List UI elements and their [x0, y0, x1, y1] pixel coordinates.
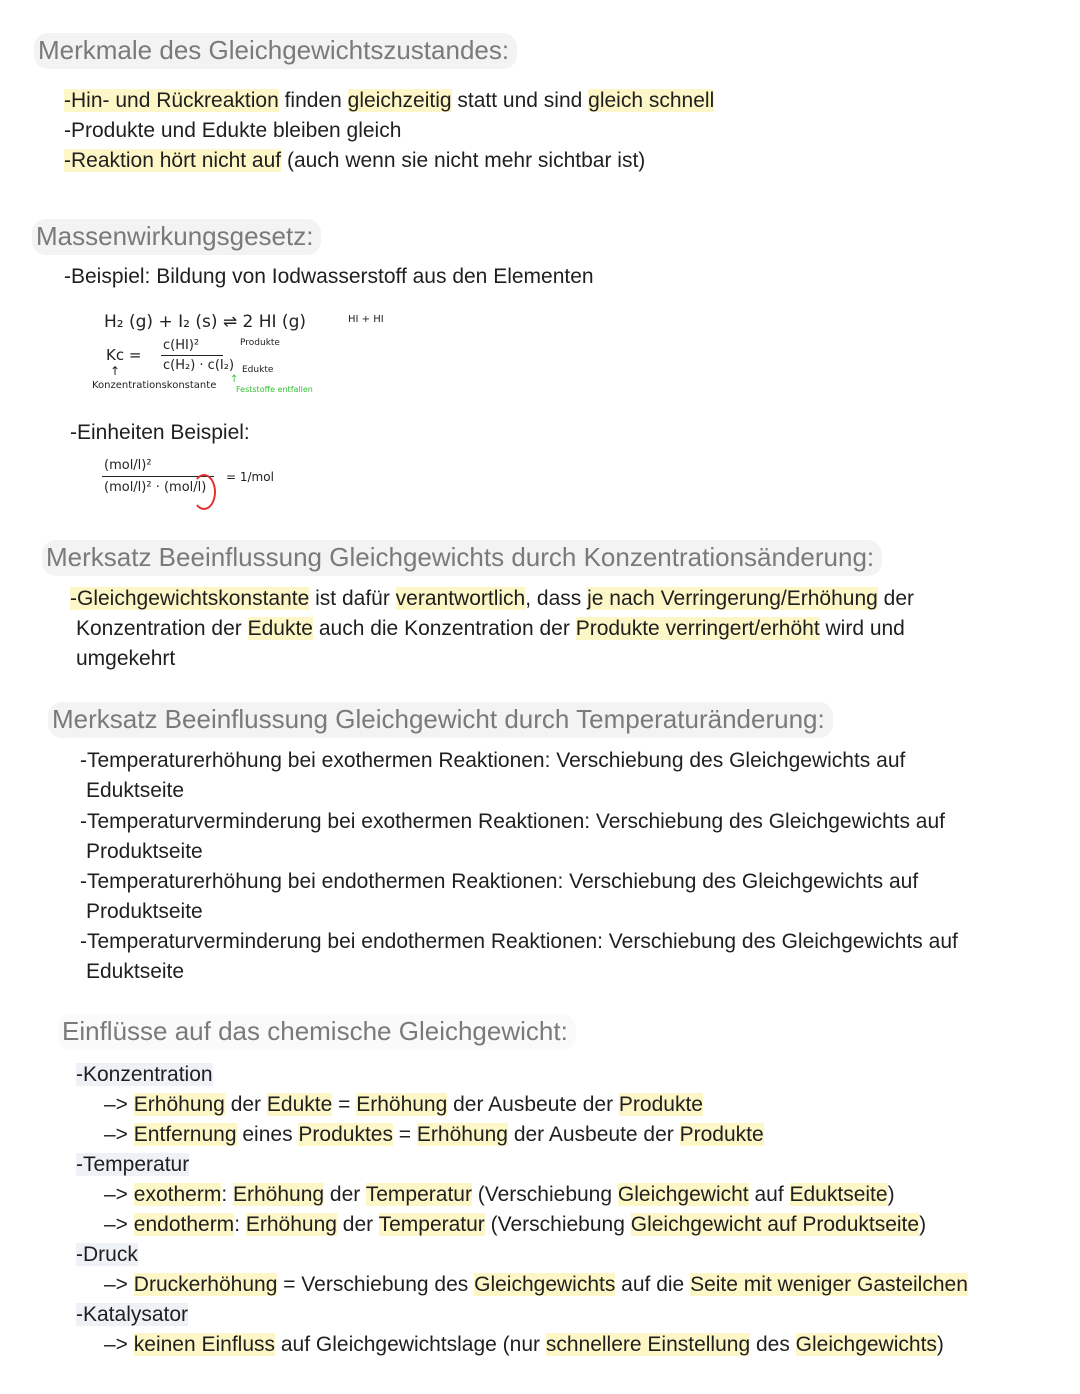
equation: H₂ (g) + I₂ (s) ⇌ 2 HI (g): [104, 312, 306, 332]
beispiel-line: -Beispiel: Bildung von Iodwasserstoff aus den Elementen: [64, 265, 594, 288]
konz-sub-1: –> Erhöhung der Edukte = Erhöhung der Ausbeute der Produkte: [104, 1093, 703, 1116]
heading-einfluesse: Einflüsse auf das chemische Gleichgewicht:: [58, 1014, 576, 1050]
konz-line-2: Konzentration der Edukte auch die Konzentration der Produkte verringert/erhöht wird und: [76, 617, 905, 640]
units-numerator: (mol/l)²: [104, 458, 152, 473]
heading-merkmale: Merkmale des Gleichgewichtszustandes:: [34, 33, 517, 69]
einheiten-heading: -Einheiten Beispiel:: [70, 421, 250, 444]
kc-numerator: c(HI)²: [163, 338, 200, 353]
temp-line-2: Eduktseite: [86, 779, 185, 802]
red-circle-mark: [192, 474, 216, 510]
equation-note: HI + HI: [348, 314, 384, 325]
arrow-up-green-icon: ↑: [230, 374, 239, 385]
temp-line-8: Eduktseite: [86, 960, 185, 983]
kat-sub-1: –> keinen Einfluss auf Gleichgewichtslage (nur schnellere Einstellung des Gleichgewichts): [104, 1333, 944, 1356]
konz-line-1: -Gleichgewichtskonstante ist dafür verantwortlich, dass je nach Verringerung/Erhöhung der: [70, 587, 915, 610]
temp-line-4: Produktseite: [86, 840, 203, 863]
temp-line-3: -Temperaturverminderung bei exothermen Reaktionen: Verschiebung des Gleichgewichts auf: [80, 810, 945, 833]
druck-sub-1: –> Druckerhöhung = Verschiebung des Gleichgewichts auf die Seite mit weniger Gasteilchen: [104, 1273, 968, 1296]
konz-line-3: umgekehrt: [76, 647, 176, 670]
units-result: = 1/mol: [226, 470, 274, 484]
kc-denominator: c(H₂) · c(I₂): [163, 358, 235, 373]
kc-label: Kc =: [106, 346, 142, 364]
merkmale-line-2: -Produkte und Edukte bleiben gleich: [64, 119, 402, 142]
temp-line-5: -Temperaturerhöhung bei endothermen Reaktionen: Verschiebung des Gleichgewichts auf: [80, 870, 919, 893]
fraction-line: [161, 355, 223, 356]
merkmale-line-1: -Hin- und Rückreaktion finden gleichzeitig statt und sind gleich schnell: [64, 89, 715, 112]
temp-sub-2: –> endotherm: Erhöhung der Temperatur (Verschiebung Gleichgewicht auf Produktseite): [104, 1213, 927, 1236]
konz-sub-2: –> Entfernung eines Produktes = Erhöhung der Ausbeute der Produkte: [104, 1123, 764, 1146]
temp-line-7: -Temperaturverminderung bei endothermen Reaktionen: Verschiebung des Gleichgewichts auf: [80, 930, 958, 953]
item-katalysator: -Katalysator: [76, 1303, 189, 1326]
item-konzentration: -Konzentration: [76, 1063, 213, 1086]
edukte-note: Edukte: [242, 365, 274, 375]
arrow-up-icon: ↑: [110, 364, 121, 378]
item-druck: -Druck: [76, 1243, 138, 1266]
item-temperatur: -Temperatur: [76, 1153, 190, 1176]
konstante-note: Konzentrationskonstante: [92, 380, 217, 391]
feststoffe-note: Feststoffe entfallen: [236, 385, 313, 394]
heading-temperaturaenderung: Merksatz Beeinflussung Gleichgewicht durch Temperaturänderung:: [48, 702, 833, 738]
units-denominator: (mol/l)² · (mol/l): [104, 480, 207, 495]
temp-sub-1: –> exotherm: Erhöhung der Temperatur (Verschiebung Gleichgewicht auf Eduktseite): [104, 1183, 895, 1206]
merkmale-line-3: -Reaktion hört nicht auf (auch wenn sie nicht mehr sichtbar ist): [64, 149, 646, 172]
produkte-note: Produkte: [240, 338, 280, 348]
heading-massenwirkungsgesetz: Massenwirkungsgesetz:: [32, 219, 321, 255]
temp-line-6: Produktseite: [86, 900, 203, 923]
heading-konzentrationsaenderung: Merksatz Beeinflussung Gleichgewichts durch Konzentrationsänderung:: [42, 540, 882, 576]
temp-line-1: -Temperaturerhöhung bei exothermen Reaktionen: Verschiebung des Gleichgewichts auf: [80, 749, 906, 772]
